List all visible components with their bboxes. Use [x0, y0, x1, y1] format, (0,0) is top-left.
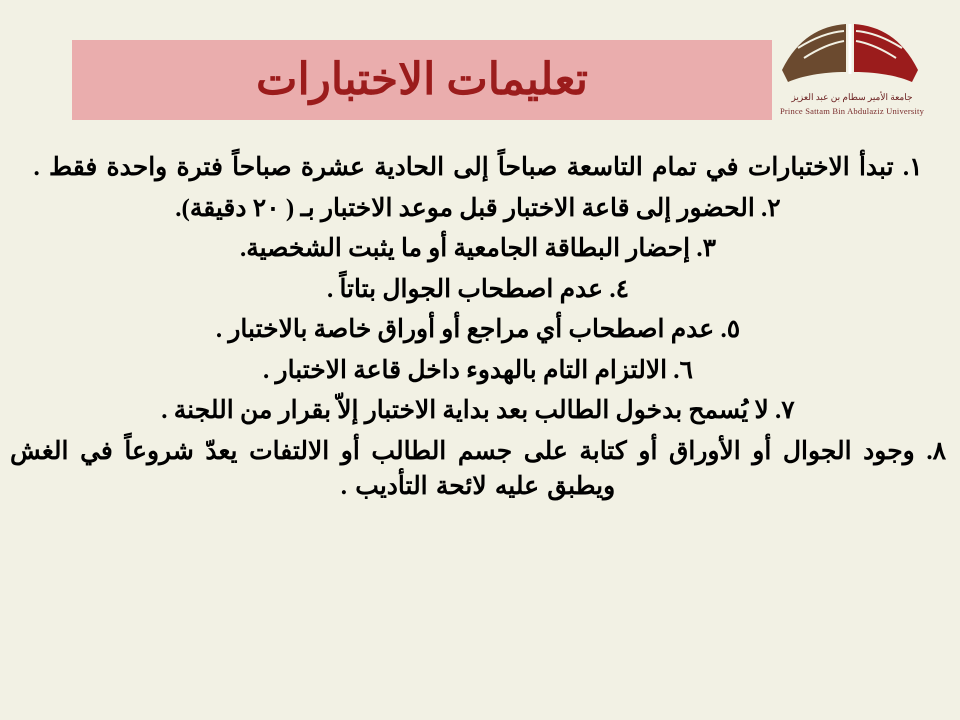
list-item	[10, 434, 946, 505]
list-item	[10, 272, 946, 308]
list-item-number: ٤.	[609, 275, 630, 303]
instructions-content	[0, 150, 960, 510]
list-item-text: إحضار البطاقة الجامعية أو ما يثبت الشخصية.	[239, 235, 691, 262]
list-item-text: عدم اصطحاب أي مراجع أو أوراق خاصة بالاختبار .	[215, 316, 715, 343]
list-item	[10, 393, 946, 429]
list-item	[10, 312, 946, 348]
list-item-text: الالتزام التام بالهدوء داخل قاعة الاختبار .	[263, 356, 668, 384]
logo-name-arabic: جامعة الأمير سطام بن عبد العزيز	[791, 92, 913, 102]
list-item-text: الحضور إلى قاعة الاختبار قبل موعد الاختبار بـ ( ٢٠ دقيقة).	[175, 194, 755, 222]
university-logo	[768, 18, 938, 130]
list-item-number: ٨.	[926, 437, 946, 465]
slide-header	[0, 0, 960, 140]
list-item-number: ١.	[902, 154, 923, 181]
list-item-text: وجود الجوال أو الأوراق أو كتابة على جسم الطالب أو الالتفات يعدّ شروعاً في الغش ويطبق عليه لائحة التأديب .	[10, 437, 915, 500]
list-item-number: ٦.	[673, 356, 693, 384]
list-item-number: ٣.	[696, 235, 716, 262]
list-item-number: ٢.	[761, 194, 781, 222]
list-item	[10, 150, 946, 186]
list-item-number: ٥.	[720, 316, 741, 343]
instructions-list	[10, 150, 946, 505]
list-item	[10, 353, 946, 389]
list-item	[10, 191, 946, 227]
list-item-text: عدم اصطحاب الجوال بتاتاً .	[326, 275, 604, 303]
open-book-logo	[768, 18, 938, 90]
page-title: تعليمات الاختبارات	[256, 55, 588, 104]
list-item-number: ٧.	[775, 397, 795, 424]
list-item-text: تبدأ الاختبارات في تمام التاسعة صباحاً إلى الحادية عشرة صباحاً فترة واحدة فقط .	[33, 154, 894, 181]
logo-name-english: Prince Sattam Bin Abdulaziz University	[779, 106, 925, 116]
list-item-text: لا يُسمح بدخول الطالب بعد بداية الاختبار إلاّ بقرار من اللجنة .	[161, 397, 769, 424]
list-item	[10, 231, 946, 267]
